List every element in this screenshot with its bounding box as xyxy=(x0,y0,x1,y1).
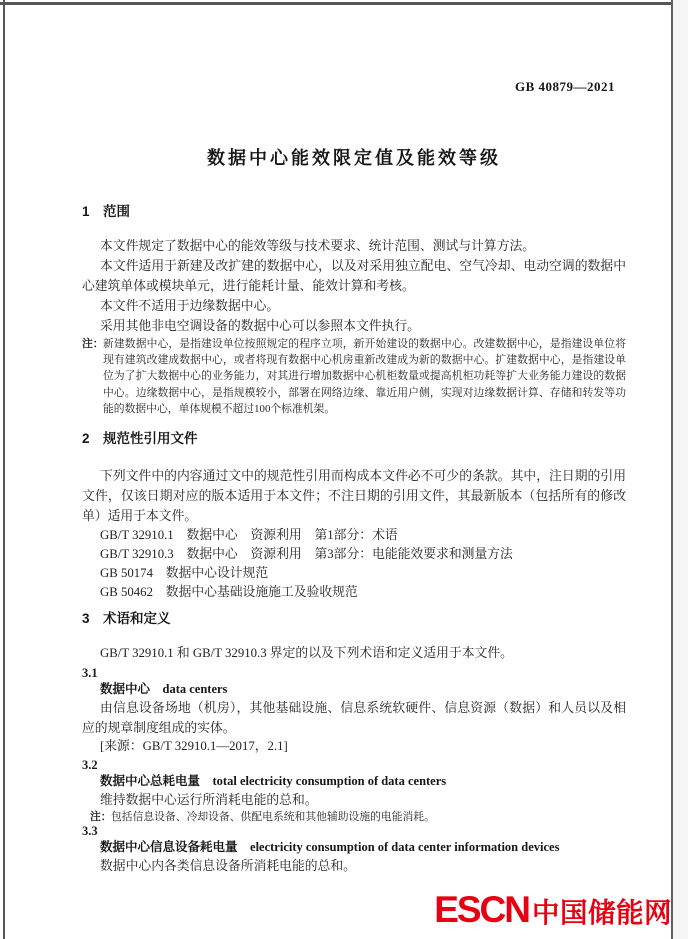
term-number: 3.3 xyxy=(82,824,98,839)
term-entry xyxy=(82,757,626,825)
term-definition: 数据中心内各类信息设备所消耗电能的总和。 xyxy=(100,859,356,874)
note-label: 注： xyxy=(90,811,112,824)
escn-logo-latin: ESCN xyxy=(434,889,529,930)
reference-title: 数据中心基础设施施工及验收规范 xyxy=(165,585,358,600)
reference-item xyxy=(82,583,626,602)
section-3-heading: 3 术语和定义 xyxy=(82,611,171,627)
reference-list xyxy=(82,526,626,602)
escn-logo-chinese: 中国储能网 xyxy=(532,897,672,928)
scope-paragraph: 本文件适用于新建及改扩建的数据中心，以及对采用独立配电、空气冷却、电动空调的数据中心建筑单体或模块单元，进行能耗计量、能效计算和考核。 xyxy=(82,259,626,293)
reference-title: 数据中心 资源利用 第3部分：电能能效要求和测量方法 xyxy=(186,547,513,562)
reference-item xyxy=(82,526,626,545)
term-zh: 数据中心总耗电量 xyxy=(100,774,201,789)
scope-note xyxy=(82,336,626,417)
page-border-left xyxy=(3,0,5,939)
page-border-right xyxy=(671,0,673,939)
term-title xyxy=(82,773,626,790)
reference-title: 数据中心设计规范 xyxy=(165,566,269,581)
escn-watermark-logo xyxy=(434,889,672,931)
reference-code: GB/T 32910.1 xyxy=(100,528,174,543)
term-en: data centers xyxy=(162,682,228,697)
note-text: 包括信息设备、冷却设备、供配电系统和其他辅助设施的电能消耗。 xyxy=(111,811,435,824)
section-2-heading: 2 规范性引用文件 xyxy=(82,431,198,447)
terms-intro: GB/T 32910.1 和 GB/T 32910.3 界定的以及下列术语和定义适用于本文件。 xyxy=(100,646,513,661)
term-entry xyxy=(82,665,626,755)
term-zh: 数据中心 xyxy=(100,682,151,697)
scope-paragraph: 本文件规定了数据中心的能效等级与技术要求、统计范围、测试与计算方法。 xyxy=(100,239,536,253)
scope-paragraph: 采用其他非电空调设备的数据中心可以参照本文件执行。 xyxy=(100,319,420,333)
term-title xyxy=(82,681,626,698)
doc-code: GB 40879—2021 xyxy=(514,79,615,94)
note-text: 新建数据中心，是指建设单位按照规定的程序立项，新开始建设的数据中心。改建数据中心，是指建设单位将现有建筑改建成数据中心，或者将现有数据中心机房重新改建成为新的数据中心。扩建数据中心，是指建设单位为了扩大数据中心的业务能力，对其进行增加数据中心机柜数量或提高机柜功耗等扩大业务能力建设的数据中心。边缘数据中心，是指规模较小，部署在网络边缘、靠近用户侧，实现对边缘数据计算、存储和转发等功能的数据中心，单体规模不超过100个标准机架。 xyxy=(103,338,626,415)
doc-title: 数据中心能效限定值及能效等级 xyxy=(207,148,501,168)
term-source: [来源：GB/T 32910.1—2017，2.1] xyxy=(100,739,288,754)
reference-code: GB 50462 xyxy=(100,585,153,600)
term-title xyxy=(82,839,626,856)
term-number: 3.1 xyxy=(82,666,98,681)
page-content xyxy=(82,0,626,876)
section-1-heading: 1 范围 xyxy=(82,204,131,219)
term-definition: 由信息设备场地（机房），其他基础设施、信息系统软硬件、信息资源（数据）和人员以及相应的规章制度组成的实体。 xyxy=(82,701,626,736)
reference-code: GB/T 32910.3 xyxy=(100,547,174,562)
term-entry xyxy=(82,823,626,876)
note-label: 注： xyxy=(82,338,104,350)
reference-item xyxy=(82,545,626,564)
term-definition: 维持数据中心运行所消耗电能的总和。 xyxy=(100,793,318,808)
term-en: total electricity consumption of data centers xyxy=(212,774,447,789)
term-zh: 数据中心信息设备耗电量 xyxy=(100,840,238,855)
reference-item xyxy=(82,564,626,583)
references-paragraph: 下列文件中的内容通过文中的规范性引用而构成本文件必不可少的条款。其中，注日期的引用文件，仅该日期对应的版本适用于本文件；不注日期的引用文件，其最新版本（包括所有的修改单）适用于本文件。 xyxy=(82,469,626,524)
term-number: 3.2 xyxy=(82,758,98,773)
term-note xyxy=(90,809,626,825)
reference-title: 数据中心 资源利用 第1部分：术语 xyxy=(186,528,398,543)
reference-code: GB 50174 xyxy=(100,566,153,581)
term-en: electricity consumption of data center information devices xyxy=(250,840,560,855)
scope-paragraph: 本文件不适用于边缘数据中心。 xyxy=(100,299,280,313)
